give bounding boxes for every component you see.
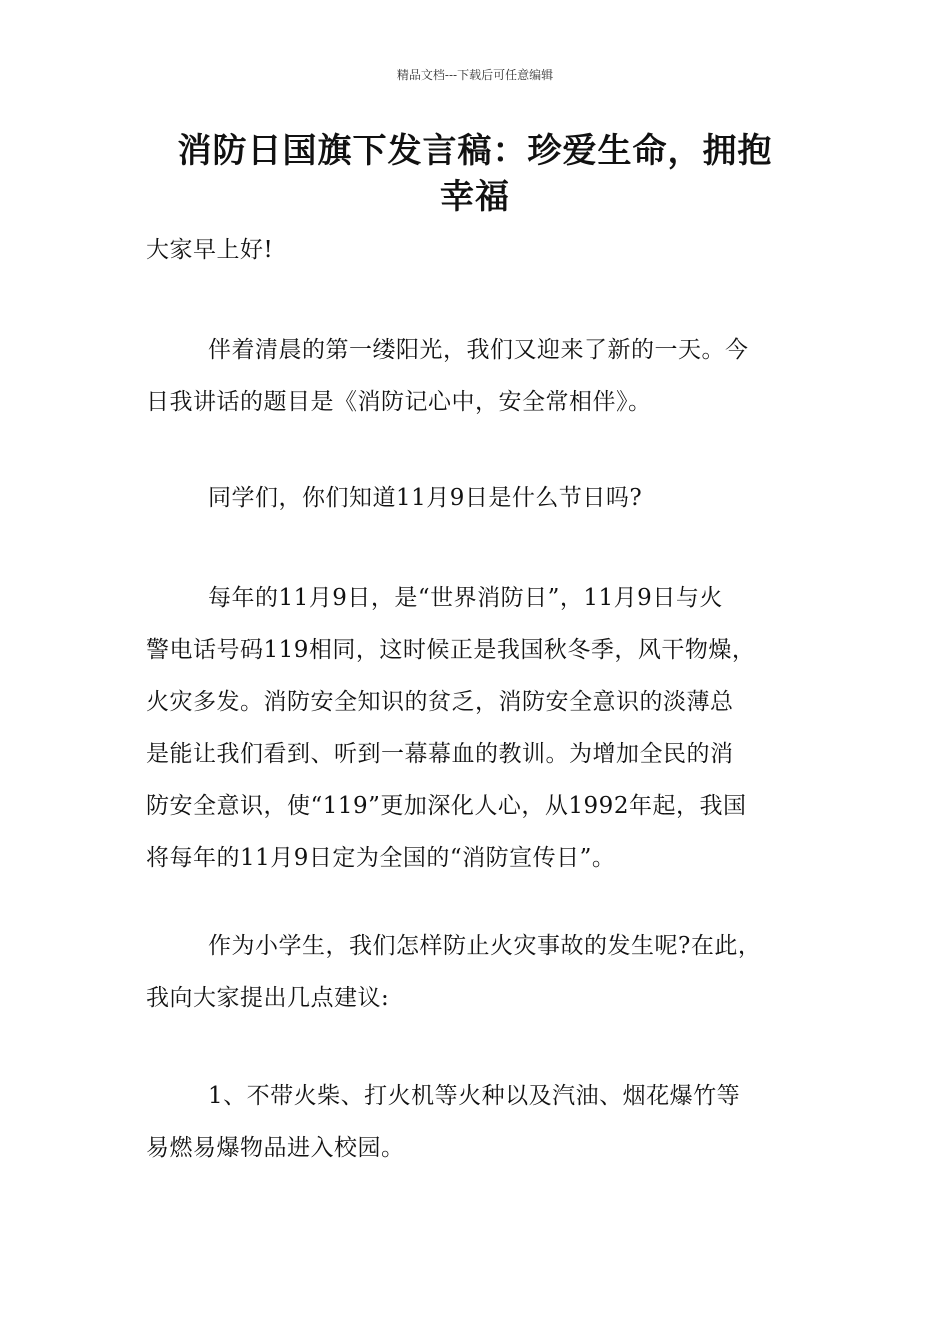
paragraph-line: 伴着清晨的第一缕阳光，我们又迎来了新的一天。今 [208, 337, 749, 363]
paragraph-line: 易燃易爆物品进入校园。 [146, 1135, 405, 1161]
paragraph-line: 同学们，你们知道11月9日是什么节日吗? [208, 485, 643, 511]
paragraph-suggestion-1 [146, 1070, 810, 1174]
paragraph-line: 警电话号码119相同，这时候正是我国秋冬季，风干物燥， [146, 637, 756, 663]
paragraph-intro [146, 324, 810, 428]
title-line: 消防日国旗下发言稿：珍爱生命，拥抱 [177, 131, 773, 171]
paragraph-line: 将每年的11月9日定为全国的“消防宣传日”。 [146, 845, 616, 871]
greeting [146, 224, 810, 276]
paragraph-fire-day [146, 572, 810, 884]
page-header: 精品文档---下载后可任意编辑 [396, 68, 554, 82]
document-title [140, 128, 810, 220]
paragraph-line: 1、不带火柴、打火机等火种以及汽油、烟花爆竹等 [208, 1083, 741, 1109]
paragraph-question [146, 472, 810, 524]
paragraph-line: 防安全意识，使“119”更加深化人心，从1992年起，我国 [146, 793, 747, 819]
greeting-line: 大家早上好! [146, 237, 274, 263]
paragraph-line: 是能让我们看到、听到一幕幕血的教训。为增加全民的消 [146, 741, 734, 767]
paragraph-line: 作为小学生，我们怎样防止火灾事故的发生呢?在此， [208, 933, 762, 959]
title-line: 幸福 [440, 177, 510, 217]
paragraph-line: 日我讲话的题目是《消防记心中，安全常相伴》。 [146, 389, 652, 415]
paragraph-line: 火灾多发。消防安全知识的贫乏，消防安全意识的淡薄总 [146, 689, 734, 715]
paragraph-line: 每年的11月9日，是“世界消防日”，11月9日与火 [208, 585, 723, 611]
paragraph-suggestions [146, 920, 810, 1024]
paragraph-line: 我向大家提出几点建议: [146, 985, 390, 1011]
